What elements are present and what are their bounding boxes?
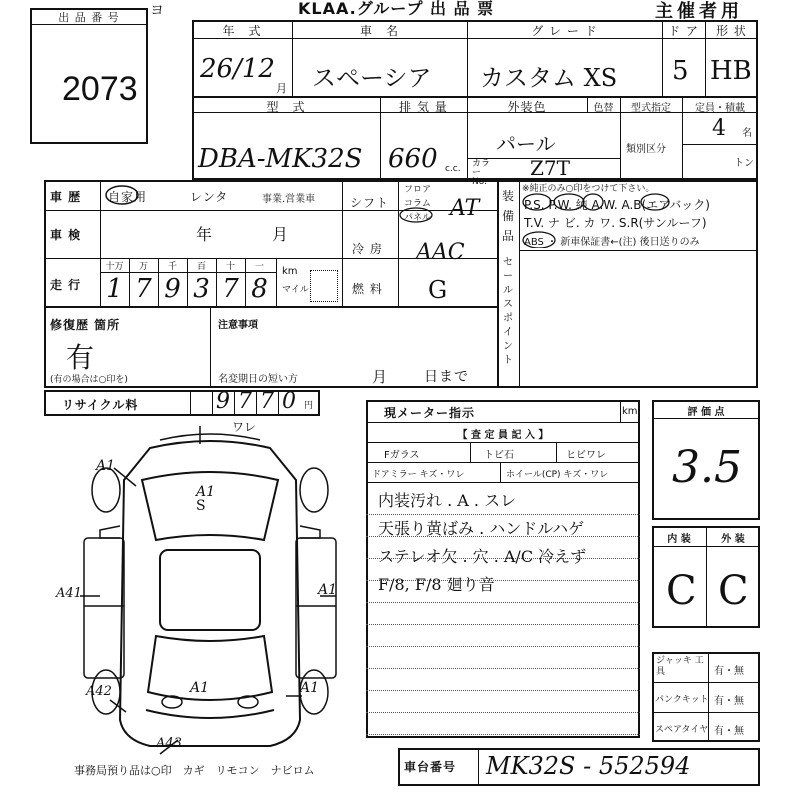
spare-label: スペアタイヤ [655,725,709,735]
mark-wire: ワレ [232,420,257,434]
score-value: 3.5 [672,442,742,493]
year-value: 26/12 [200,54,275,84]
mile-checkbox[interactable] [310,270,338,302]
opt-rental[interactable]: レンタ [190,190,229,204]
shift-value: AT [450,196,480,221]
mileage-digit-label: 万 [138,262,148,272]
inspector-comment: ステレオ欠 . 穴 . A/C 冷えず [378,547,587,566]
sales-point-label: セールスポイント [503,257,513,366]
color-label: 外装色 [507,100,547,114]
wheel-label: ホイール(CP) キズ・ワレ [506,470,609,480]
exterior-label: 外 装 [721,534,745,545]
jack-label: ジャッキ 工 具 [656,656,704,677]
mileage-digit-label: 十 [225,262,235,272]
recycle-label: リサイクル料 [62,398,139,412]
spare-option[interactable]: 有・無 [714,726,744,737]
fuel-value: G [428,276,448,304]
mileage-digit: 7 [135,274,152,304]
mileage-digit: 8 [251,274,268,304]
interior-value: C [666,568,697,614]
persons-unit: 名 [742,128,752,139]
equipment-line2: T.V. ナ ビ. カ ワ. S.R(サンルーフ) [524,216,707,230]
mark-front-left: A1 [96,458,116,474]
shape-label: 形 状 [716,24,747,38]
recycle-digit: 7 [260,389,274,414]
transfer-label: 名変期日の短い方 [218,374,298,385]
panel-circle-mark [398,206,434,224]
lot-number: 2073 [62,70,138,108]
shift-panel[interactable]: パネル [404,213,432,223]
inspector-comment: 内装汚れ . A . スレ [378,491,517,510]
hibi-label: ヒビワレ [566,450,606,461]
door-value: 5 [672,56,689,86]
mileage-digit-label: 十万 [105,262,124,272]
history-label: 車 歴 [50,190,82,204]
transfer-day: 日まで [424,369,469,385]
mark-rear-bumper: A43 [156,736,182,751]
puncture-option[interactable]: 有・無 [714,696,744,707]
grade-label: グ レ ー ド [531,24,598,38]
capacity-label: 定員・積載 [695,103,745,114]
color-no-value: Z7T [530,156,570,180]
mile-label: マイル [282,285,309,295]
grade-value: カスタム XS [480,64,618,92]
equipment-note: ※純正のみ○印をつけて下さい。 [522,184,655,194]
mark-rear-right: A1 [300,680,320,696]
year-label: 年 式 [222,24,262,38]
equipment-circle-marks [519,190,699,248]
mark-left-side: A41 [56,586,82,601]
shaken-month: 月 [272,225,290,244]
private-circle-mark [104,184,140,206]
mileage-digit: 1 [106,274,123,304]
color-value: パール [496,132,556,156]
equipment-label: 装 備 品 [502,189,516,243]
repaint-label: 色替 [593,103,614,114]
model-label: 型 式 [266,100,306,114]
color-no-label: カラー No. [472,159,491,187]
mark-hood-s: S [196,498,206,514]
month-mark: 月 [276,82,288,95]
meter-km: km [622,406,638,417]
ac-label: 冷 房 [352,242,383,256]
recycle-unit: 円 [304,401,314,411]
recycle-digit: 9 [216,389,230,414]
chassis-value: MK32S - 552594 [486,752,691,780]
chassis-label: 車台番号 [404,760,457,774]
mark-rear-left: A42 [86,684,112,699]
shaken-label: 車 検 [50,228,82,242]
displacement-label: 排 気 量 [399,100,448,114]
door-label: ド ア [668,24,699,38]
mark-rear-glass: A1 [190,680,210,696]
notes-label: 注意事項 [218,320,258,331]
inspector-comment: 天張り黄ばみ . ハンドルハゲ [378,519,585,538]
door-mirror-label: ドアミラー キズ・ワレ [372,470,465,480]
tobi-label: トビ石 [484,450,514,461]
shaken-year: 年 [196,225,214,244]
mileage-digit-label: 百 [196,262,206,272]
displacement-value: 660 [388,144,438,174]
shift-column[interactable]: コラム [404,199,431,209]
score-label: 評 価 点 [687,407,725,418]
mileage-label: 走 行 [50,278,82,292]
exterior-value: C [718,568,749,614]
inspector-header: 【 査 定 員 記 入 】 [457,430,549,441]
shape-value: HB [710,56,752,86]
repair-value: 有 [66,341,95,374]
ac-value: AAC [416,240,465,265]
interior-label: 内 装 [667,534,691,545]
designation-label: 型式指定 [631,103,671,114]
mileage-digit: 9 [164,274,181,304]
puncture-label: パンクキット [655,695,709,705]
car-name-value: スペーシア [312,64,432,92]
transfer-month: 月 [372,368,389,386]
car-name-label: 車 名 [359,24,399,38]
mileage-digit: 3 [193,274,210,304]
fglass-label: Fガラス [384,450,420,461]
equipment-line1: P.S. P.W. 純 A.W. A.B(エアバック) [524,198,710,212]
mark-hood: A1 [196,484,216,500]
mileage-digit: 7 [222,274,239,304]
recycle-digit: 7 [238,389,252,414]
ton-unit: トン [734,158,754,169]
km-label: km [282,266,298,277]
equipment-line3: ABS ・ 新車保証書←(注) 後日送りのみ [524,237,700,248]
repair-note: (有の場合は○印を) [50,375,128,385]
mark-right-side: A1 [318,582,338,598]
shift-floor[interactable]: フロア [404,185,432,195]
fuel-label: 燃 料 [352,282,383,296]
opt-private[interactable]: 自家用 [108,190,148,204]
footer-items: 事務局預り品は○印 カギ リモコン ナビロム [74,764,315,777]
repair-label: 修復歴 箇所 [50,318,121,332]
capacity-value: 4 [712,116,726,141]
class-label: 類別区分 [626,144,666,155]
top-mark: ヨ [150,3,165,19]
cc-unit: c.c. [445,164,461,174]
organizer-label: 主催者用 [655,1,743,22]
inspector-comment: F/8, F/8 廻り音 [378,575,495,594]
mileage-digit-label: 一 [254,262,264,272]
shift-label: シフト [350,196,390,210]
model-value: DBA-MK32S [198,144,363,174]
mileage-digit-label: 千 [167,262,177,272]
jack-option[interactable]: 有・無 [714,666,744,677]
meter-label: 現メーター指示 [384,406,476,420]
lot-number-label: 出 品 番 号 [58,11,120,24]
opt-business[interactable]: 事業.営業車 [262,194,316,205]
recycle-digit: 0 [282,389,296,414]
group-title: KLAA.グループ 出 品 票 [298,0,495,18]
